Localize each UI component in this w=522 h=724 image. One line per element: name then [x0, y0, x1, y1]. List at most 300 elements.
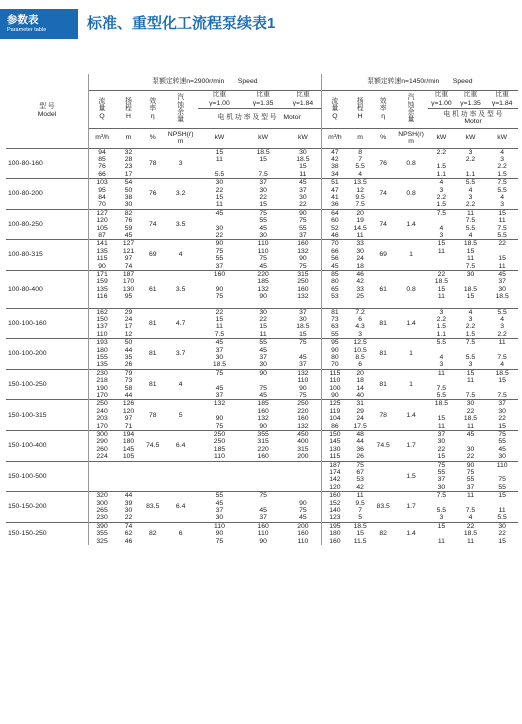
table-cell [321, 301, 348, 308]
table-cell [486, 301, 518, 308]
table-cell: 45 [124, 231, 133, 239]
table-cell: 44 [115, 492, 142, 500]
table-cell: 15 [498, 537, 506, 545]
table-cell: 37 [498, 278, 506, 286]
table-cell: 30 [455, 271, 487, 279]
table-cell: 1.5 [497, 170, 507, 178]
table-cell: 80 [321, 278, 348, 285]
table-cell: 145 [122, 445, 135, 453]
model-cell: 100-80-315 [6, 240, 88, 271]
model-cell: 150-100-315 [6, 400, 88, 431]
table-cell: 126 [115, 400, 142, 408]
table-cell: 30 [198, 179, 242, 187]
table-cell: 1.1 [436, 170, 447, 178]
table-cell: 45 [215, 499, 224, 507]
table-cell: 140 [321, 507, 348, 514]
table-cell: 42 [321, 156, 348, 163]
table-cell: 75 [215, 293, 224, 301]
table-cell: 3 [468, 315, 473, 323]
model-cell: 150-150-250 [6, 522, 88, 545]
table-cell: 18 [356, 377, 364, 385]
table-cell: 76 [124, 217, 133, 225]
table-cell: 5.5 [214, 170, 225, 178]
table-cell: 60 [321, 217, 348, 224]
table-cell: 3 [500, 155, 504, 163]
table-cell: 69 [372, 240, 394, 271]
table-cell: 11 [428, 369, 455, 377]
table-cell: 1.7 [394, 431, 428, 462]
table-cell: 3.2 [164, 179, 198, 210]
table-cell: 121 [122, 247, 135, 255]
table-cell: 15 [259, 201, 267, 209]
table-cell: 18.5 [241, 148, 285, 156]
table-cell: 170 [88, 423, 115, 431]
table-cell: 18.5 [428, 400, 455, 408]
table-cell: 42 [356, 483, 364, 491]
table-cell: 30 [215, 353, 224, 361]
table-cell: 15 [299, 163, 307, 171]
table-cell: 2.2 [428, 148, 455, 156]
table-cell: 75 [241, 492, 285, 500]
table-cell: 218 [88, 377, 115, 384]
table-cell: 3.7 [164, 339, 198, 370]
table-cell: 19 [356, 217, 364, 225]
table-cell: 0.8 [394, 271, 428, 309]
table-cell: 15 [486, 492, 518, 500]
gravity-header-5: 比重 [455, 90, 487, 99]
table-cell: 37 [486, 400, 518, 408]
table-cell: 160 [297, 285, 309, 293]
table-cell: 132 [297, 422, 309, 430]
table-cell: 45 [285, 179, 321, 187]
table-cell: 132 [297, 293, 309, 301]
flow-header-1450: 流 量 Q [321, 90, 348, 128]
table-cell: 180 [122, 438, 135, 446]
table-cell: 18.5 [486, 369, 518, 377]
table-cell: 22 [455, 522, 487, 530]
table-cell: 58 [124, 384, 133, 392]
section-badge [0, 9, 78, 39]
table-cell [198, 217, 242, 224]
table-cell: 75 [299, 391, 307, 399]
table-cell: 7.5 [465, 507, 476, 515]
table-cell: 39 [124, 499, 133, 507]
table-cell: 90 [321, 392, 348, 400]
table-cell: 7.5 [428, 492, 455, 500]
table-cell: 315 [297, 445, 309, 453]
table-cell: 224 [88, 453, 115, 461]
table-cell: 37 [215, 507, 224, 515]
table-cell: 7.5 [355, 201, 365, 209]
table-cell [115, 476, 142, 483]
table-cell [115, 484, 142, 492]
table-cell: 80 [321, 354, 348, 361]
gravity-value-1: γ=1.00 [209, 99, 230, 107]
table-cell: 95 [321, 339, 348, 347]
table-cell: 5.5 [465, 353, 476, 361]
table-cell: 22 [124, 514, 133, 522]
table-cell: 18.5 [495, 293, 509, 301]
table-cell: 20 [348, 209, 372, 217]
table-cell [486, 248, 518, 255]
table-cell: 120 [321, 484, 348, 492]
table-cell: 5.5 [497, 514, 507, 522]
table-cell: 4 [164, 369, 198, 400]
table-cell [241, 377, 285, 384]
table-cell: 14.5 [353, 224, 367, 232]
table-cell: 15 [259, 323, 267, 331]
table-cell: 4 [468, 186, 473, 194]
table-cell: 17 [124, 170, 133, 178]
table-cell [142, 461, 164, 492]
npsh-header-1450: 汽 蚀 余 量 [394, 90, 428, 128]
table-cell: 55 [437, 469, 446, 477]
table-row [6, 209, 518, 217]
table-cell: 11 [348, 492, 372, 500]
table-cell: 38 [321, 163, 348, 170]
table-cell: 0.8 [394, 179, 428, 210]
table-cell: 30 [124, 201, 133, 209]
table-cell: 46 [124, 537, 133, 545]
table-cell: 2.2 [465, 323, 476, 331]
table-cell: 5.5 [428, 339, 455, 347]
table-cell: 11 [455, 492, 487, 500]
table-row [6, 369, 518, 377]
table-cell: 90 [259, 537, 267, 545]
table-cell: 15 [215, 315, 224, 323]
table-cell: 4 [500, 315, 504, 323]
head-header-2900: 扬 程 H [115, 90, 142, 128]
table-cell: 53 [321, 293, 348, 300]
table-cell: 119 [321, 408, 348, 415]
table-cell: 81 [372, 369, 394, 400]
table-cell [348, 301, 372, 308]
table-cell: 90 [299, 255, 307, 263]
table-row [6, 461, 518, 469]
table-cell: 15 [437, 453, 446, 461]
table-cell: 90 [299, 384, 307, 392]
table-cell: 1.5 [394, 461, 428, 492]
table-row [6, 400, 518, 408]
table-cell: 1.5 [436, 163, 447, 171]
table-cell: 105 [88, 225, 115, 232]
table-cell [88, 301, 115, 308]
table-cell: 15 [198, 148, 242, 156]
table-cell: 10.5 [353, 346, 367, 354]
table-cell [198, 461, 242, 469]
table-cell: 76 [88, 163, 115, 170]
table-cell: 5.5 [465, 224, 476, 232]
table-cell: 6.4 [164, 431, 198, 462]
table-cell: 180 [88, 347, 115, 354]
table-cell: 30 [466, 445, 475, 453]
table-cell: 220 [257, 445, 269, 453]
table-cell [115, 461, 142, 469]
table-cell: 104 [321, 415, 348, 422]
table-cell: 45 [259, 346, 267, 354]
table-cell: 75 [215, 247, 224, 255]
table-cell: 2.2 [497, 330, 507, 338]
table-cell: 45 [321, 263, 348, 271]
table-cell: 4.3 [355, 323, 365, 331]
table-cell: 40 [356, 391, 364, 399]
table-cell: 4 [428, 179, 455, 187]
table-cell: 7.5 [497, 353, 507, 361]
table-cell: 30 [285, 148, 321, 156]
table-cell: 300 [88, 431, 115, 439]
table-cell [115, 301, 142, 308]
table-cell: 90 [215, 285, 224, 293]
table-cell: 62 [124, 530, 133, 538]
table-cell: 1.7 [394, 492, 428, 523]
table-cell: 11 [215, 201, 223, 209]
table-cell: 135 [88, 286, 115, 293]
table-cell: 61 [372, 271, 394, 309]
table-cell: 3.5 [164, 209, 198, 240]
table-cell: 45 [455, 431, 487, 439]
table-cell: 63 [321, 323, 348, 330]
table-cell: 5.5 [497, 231, 507, 239]
table-cell: 4 [500, 361, 504, 369]
gravity-header-4: 比重 [428, 90, 455, 99]
gravity-header-1: 比重 [198, 90, 242, 99]
table-cell: 37 [215, 346, 224, 354]
table-cell: 7.5 [465, 217, 476, 225]
table-cell: 47 [321, 187, 348, 194]
table-cell: 26 [356, 453, 364, 461]
unit-npsh-1450: NPSH(r) m [394, 128, 428, 148]
table-cell [241, 476, 285, 483]
table-cell: 9.5 [355, 193, 365, 201]
table-cell: 50 [115, 339, 142, 347]
table-cell: 185 [213, 445, 226, 453]
table-cell: 137 [88, 323, 115, 330]
table-cell [428, 408, 455, 415]
table-cell: 90 [198, 240, 242, 248]
table-cell: 90 [241, 369, 285, 377]
table-cell: 18.5 [463, 530, 478, 538]
table-cell: 90 [215, 415, 224, 423]
table-cell: 3.5 [164, 271, 198, 309]
table-cell [428, 301, 455, 308]
table-cell: 90 [285, 209, 321, 217]
table-cell: 145 [321, 438, 348, 445]
table-cell: 9.5 [355, 499, 365, 507]
table-cell: 162 [88, 308, 115, 316]
table-cell: 90 [88, 263, 115, 271]
table-cell: 23 [124, 163, 133, 171]
table-cell [486, 469, 518, 476]
table-cell: 78 [142, 400, 164, 431]
table-cell: 44 [356, 438, 364, 446]
table-cell: 22 [428, 271, 455, 279]
table-cell: 12.5 [348, 339, 372, 347]
table-cell: 1.5 [436, 201, 447, 209]
table-cell: 37 [241, 179, 285, 187]
table-cell: 18 [356, 262, 364, 270]
table-cell: 74 [115, 522, 142, 530]
table-cell: 110 [257, 247, 269, 255]
table-cell: 15 [498, 377, 506, 385]
unit-kw-5: kW [455, 128, 487, 148]
table-cell: 83.5 [372, 492, 394, 523]
table-cell: 74.5 [142, 431, 164, 462]
table-cell: 22 [486, 240, 518, 248]
unit-kw-3: kW [285, 128, 321, 148]
unit-head-1450: m [348, 128, 372, 148]
table-cell: 105 [122, 453, 135, 461]
table-cell: 30 [498, 285, 506, 293]
table-cell: 115 [321, 369, 348, 377]
table-row [6, 240, 518, 248]
table-cell: 15 [259, 155, 267, 163]
table-cell: 3 [439, 361, 444, 369]
table-cell: 11 [299, 170, 307, 178]
table-cell: 17.5 [353, 422, 367, 430]
table-cell: 30 [124, 507, 133, 515]
table-cell: 55 [498, 438, 506, 446]
table-cell: 1.5 [436, 323, 447, 331]
table-cell: 71 [124, 422, 133, 430]
table-cell: 45 [259, 391, 267, 399]
table-cell: 37 [466, 483, 475, 491]
table-cell: 15 [437, 415, 446, 423]
table-cell: 355 [88, 530, 115, 537]
table-cell: 11 [466, 537, 474, 545]
table-cell: 450 [285, 431, 321, 439]
table-cell: 17 [124, 323, 133, 331]
table-cell: 150 [321, 431, 348, 439]
table-cell: 85 [321, 271, 348, 279]
table-cell [241, 469, 285, 476]
table-cell [455, 438, 487, 445]
table-cell: 160 [321, 492, 348, 500]
table-row [6, 431, 518, 439]
unit-head-2900: m [115, 128, 142, 148]
table-cell: 90 [321, 347, 348, 354]
table-cell: 142 [321, 476, 348, 483]
table-cell: 125 [321, 400, 348, 408]
table-cell: 78 [372, 400, 394, 431]
table-cell: 141 [88, 240, 115, 248]
table-cell: 160 [321, 538, 348, 545]
table-cell [455, 301, 487, 308]
table-cell: 55 [498, 483, 506, 491]
table-cell: 2.2 [497, 163, 507, 171]
table-cell: 22 [299, 201, 307, 209]
table-cell: 26 [124, 361, 133, 369]
table-cell: 115 [321, 453, 348, 461]
pump-parameter-table [6, 74, 518, 545]
table-cell: 59 [124, 224, 133, 232]
table-cell: 30 [259, 231, 267, 239]
table-cell: 4 [468, 514, 473, 522]
model-cell: 150-100-400 [6, 431, 88, 462]
table-cell: 2.2 [465, 201, 476, 209]
table-cell: 79 [115, 369, 142, 377]
table-cell: 36 [321, 201, 348, 209]
table-cell: 55 [259, 217, 267, 225]
page-title: 标准、重型化工流程泵续表1 [87, 15, 276, 32]
table-cell: 74 [372, 209, 394, 240]
table-cell: 37 [259, 353, 267, 361]
table-cell: 22 [215, 231, 224, 239]
table-row [6, 271, 518, 279]
table-cell: 1.4 [394, 522, 428, 545]
table-cell: 4 [439, 353, 444, 361]
table-cell [198, 408, 242, 415]
table-cell: 50 [124, 186, 133, 194]
table-cell: 200 [285, 522, 321, 530]
table-cell: 73 [124, 377, 133, 385]
table-cell [428, 377, 455, 384]
gravity-header-2: 比重 [241, 90, 285, 99]
table-cell: 187 [115, 271, 142, 279]
table-cell: 3 [439, 186, 444, 194]
table-cell: 4.7 [164, 308, 198, 339]
table-cell: 1.4 [394, 209, 428, 240]
table-cell [486, 347, 518, 354]
table-cell [428, 217, 455, 224]
table-cell [88, 484, 115, 492]
table-row [6, 492, 518, 500]
table-cell: 110 [297, 377, 309, 385]
table-cell: 2.2 [436, 193, 447, 201]
table-cell: 174 [321, 469, 348, 476]
table-cell: 3 [500, 323, 504, 331]
table-cell: 33 [356, 285, 364, 293]
table-cell: 15 [215, 193, 224, 201]
table-cell: 31 [348, 400, 372, 408]
table-cell [88, 469, 115, 476]
table-cell: 110 [321, 377, 348, 384]
table-cell: 30 [455, 400, 487, 408]
table-cell: 11 [498, 262, 506, 270]
model-cell: 150-100-250 [6, 369, 88, 400]
table-cell: 160 [257, 453, 269, 461]
model-cell: 150-100-500 [6, 461, 88, 492]
table-cell: 160 [257, 407, 269, 415]
table-cell [198, 377, 242, 384]
table-cell: 56 [321, 255, 348, 262]
table-cell: 11 [466, 377, 474, 385]
table-cell: 51 [321, 179, 348, 187]
table-cell [285, 301, 321, 308]
table-cell: 45 [259, 262, 267, 270]
table-cell: 30 [498, 407, 506, 415]
table-cell: 7.5 [436, 384, 447, 392]
table-cell: 110 [241, 240, 285, 248]
table-cell: 11 [498, 507, 506, 515]
table-cell: 195 [321, 522, 348, 530]
table-cell [198, 163, 242, 170]
table-cell: 135 [88, 361, 115, 369]
table-cell: 82 [142, 522, 164, 545]
table-cell: 75 [299, 262, 307, 270]
table-cell: 1 [394, 240, 428, 271]
table-cell: 15 [455, 369, 487, 377]
table-cell: 30 [437, 438, 446, 446]
table-cell: 24 [356, 255, 364, 263]
table-cell: 3 [439, 231, 444, 239]
table-cell: 90 [259, 293, 267, 301]
table-cell: 100 [321, 385, 348, 392]
table-cell: 22 [466, 453, 475, 461]
table-cell: 1.1 [436, 330, 447, 338]
table-cell [88, 476, 115, 483]
table-cell: 35 [124, 353, 133, 361]
table-cell: 4 [468, 231, 473, 239]
